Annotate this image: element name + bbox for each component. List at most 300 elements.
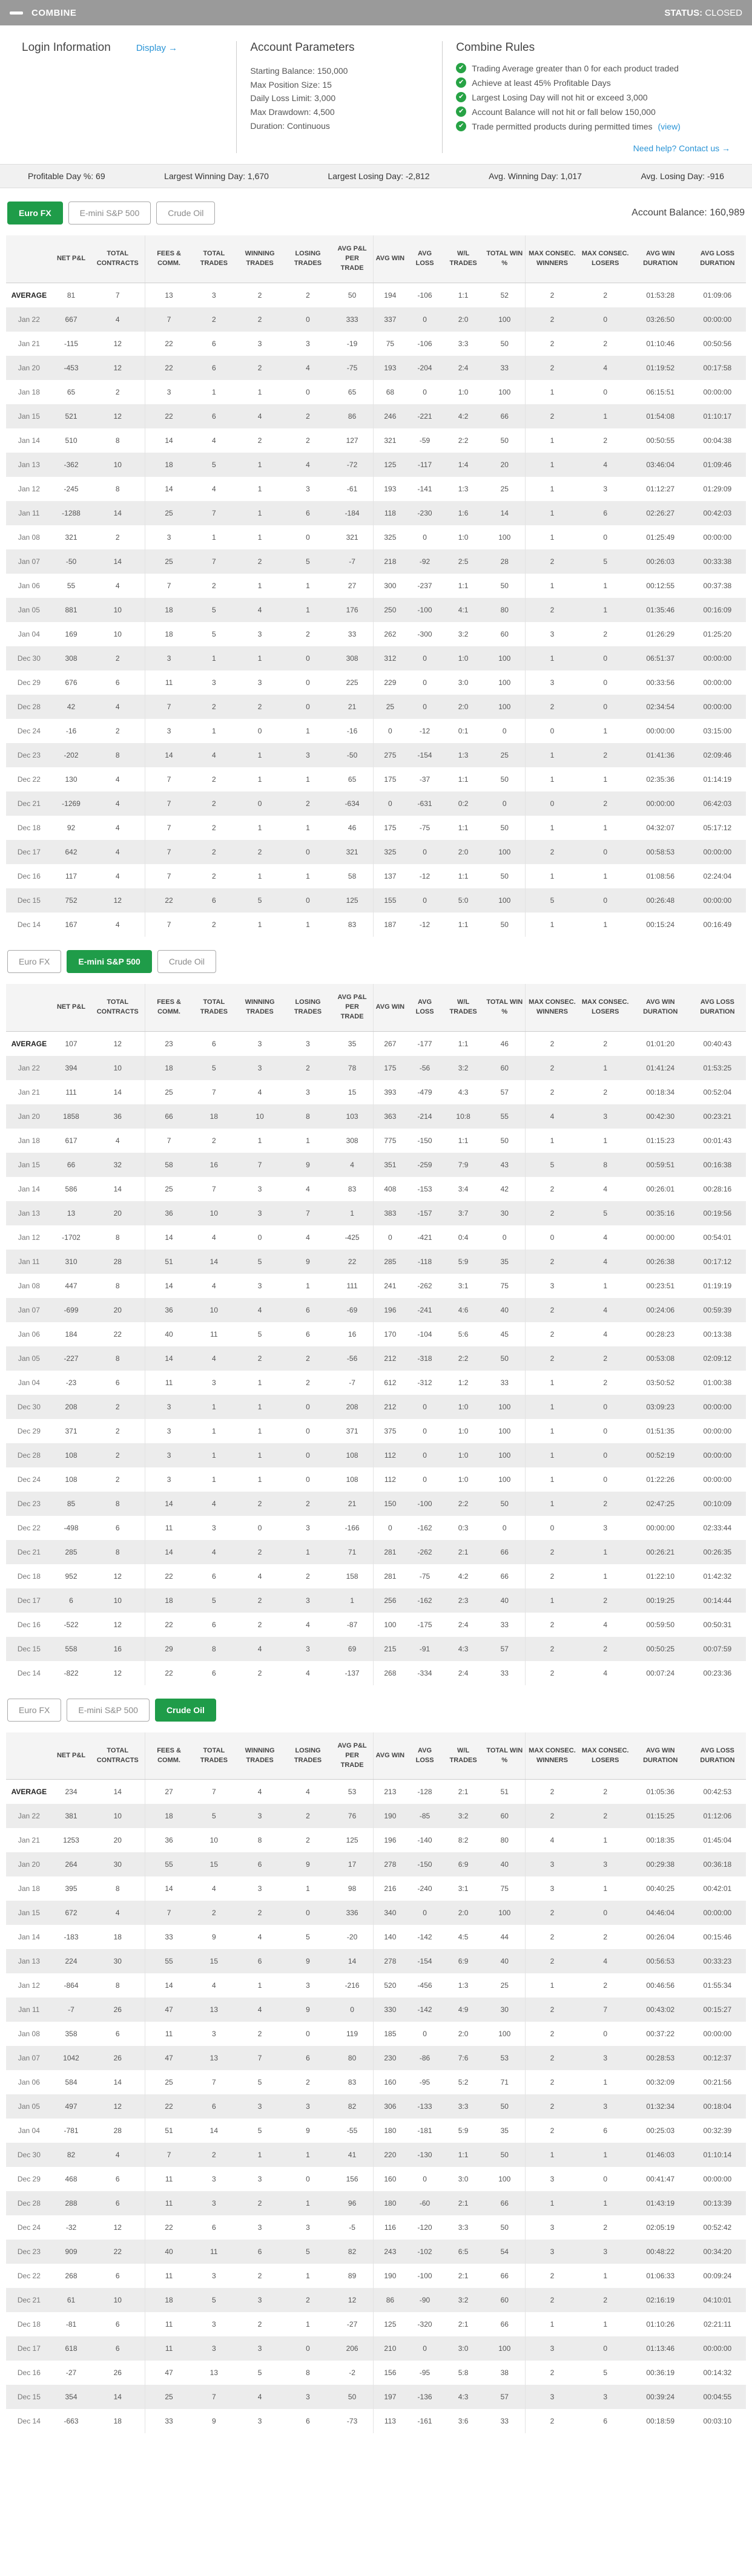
cell: 30 bbox=[113, 1860, 122, 1869]
cell: -56 bbox=[419, 1063, 430, 1072]
cell: 2 bbox=[526, 356, 579, 380]
rule-item bbox=[456, 92, 730, 102]
cell: 1 bbox=[526, 1443, 579, 1467]
cell: 3 bbox=[212, 1523, 216, 1532]
cell: 0 bbox=[423, 1909, 427, 1918]
column-header-total-contracts: TOTAL CONTRACTS bbox=[90, 984, 145, 1031]
cell: 22 bbox=[145, 356, 193, 380]
cell: 3:3 bbox=[458, 2223, 469, 2232]
cell: 2:4 bbox=[458, 1668, 469, 1677]
cell: 00:46:56 bbox=[646, 1981, 675, 1990]
cell: 3 bbox=[257, 2223, 262, 2232]
cell: 4 bbox=[115, 871, 120, 880]
tab-e-mini-s-p-500[interactable]: E-mini S&P 500 bbox=[68, 202, 151, 224]
cell: -27 bbox=[346, 2320, 358, 2329]
row-label: AVERAGE bbox=[11, 1039, 47, 1048]
table-row bbox=[6, 1973, 746, 1998]
cell: 00:59:50 bbox=[646, 1620, 675, 1629]
cell: 4 bbox=[115, 1909, 120, 1918]
cell: 22 bbox=[113, 2247, 122, 2256]
cell: 2:1 bbox=[458, 1547, 469, 1556]
tab-e-mini-s-p-500[interactable]: E-mini S&P 500 bbox=[67, 1699, 150, 1722]
cell: 0 bbox=[603, 896, 608, 905]
cell: 125 bbox=[346, 1836, 358, 1845]
cell: -75 bbox=[419, 1571, 430, 1581]
cell: 14 bbox=[113, 1184, 122, 1193]
cell: 1 bbox=[526, 1467, 579, 1492]
cell: 86 bbox=[348, 411, 357, 421]
cell: 3 bbox=[526, 1852, 579, 1876]
cell: 55 bbox=[145, 1949, 193, 1973]
cell: 18 bbox=[145, 622, 193, 646]
cell: 5 bbox=[257, 896, 262, 905]
product-tabs bbox=[7, 1699, 216, 1722]
cell: 100 bbox=[498, 847, 511, 856]
cell: 216 bbox=[373, 1876, 407, 1901]
cell: 7 bbox=[212, 557, 216, 566]
tab-euro-fx[interactable]: Euro FX bbox=[7, 202, 63, 224]
cell: 2 bbox=[115, 1426, 120, 1435]
cell: 00:17:58 bbox=[703, 363, 732, 372]
cell: -150 bbox=[417, 1136, 432, 1145]
cell: 175 bbox=[373, 767, 407, 791]
cell: 308 bbox=[346, 654, 358, 663]
cell: -162 bbox=[417, 1523, 432, 1532]
cell: -50 bbox=[346, 750, 358, 759]
column-header-blank bbox=[6, 984, 52, 1031]
stat-item-avg-winning-day: Avg. Winning Day: 1,017 bbox=[489, 171, 582, 181]
cell: 7 bbox=[212, 1087, 216, 1096]
cell: 54 bbox=[500, 2247, 509, 2256]
cell: -241 bbox=[417, 1305, 432, 1314]
cell: 25 bbox=[145, 2385, 193, 2409]
cell: 2:2 bbox=[458, 436, 469, 445]
cell: 5 bbox=[212, 629, 216, 638]
cell: 3 bbox=[306, 1596, 310, 1605]
cell: 175 bbox=[373, 1056, 407, 1080]
cell: 98 bbox=[348, 1884, 357, 1893]
cell: 22 bbox=[145, 332, 193, 356]
cell: 01:25:49 bbox=[646, 533, 675, 542]
cell: 50 bbox=[500, 2151, 509, 2160]
cell: 5:9 bbox=[458, 1257, 469, 1266]
cell: 1 bbox=[526, 380, 579, 404]
cell: 00:42:30 bbox=[646, 1112, 675, 1121]
cell: 6 bbox=[212, 411, 216, 421]
row-label: Dec 17 bbox=[17, 1596, 41, 1605]
cell: 108 bbox=[65, 1450, 78, 1460]
cell: 3 bbox=[603, 1112, 608, 1121]
cell: 00:50:25 bbox=[646, 1644, 675, 1653]
cell: 2 bbox=[257, 847, 262, 856]
cell: 4 bbox=[212, 1547, 216, 1556]
cell: -161 bbox=[417, 2417, 432, 2426]
cell: 25 bbox=[145, 549, 193, 574]
cell: -1288 bbox=[62, 508, 81, 517]
cell: 2 bbox=[257, 363, 262, 372]
cell: 340 bbox=[373, 1901, 407, 1925]
tab-e-mini-s-p-500[interactable]: E-mini S&P 500 bbox=[67, 950, 151, 973]
cell: 7 bbox=[145, 767, 193, 791]
cell: 5 bbox=[212, 1063, 216, 1072]
cell: 3 bbox=[212, 2199, 216, 2208]
cell: 00:17:12 bbox=[703, 1257, 732, 1266]
cell: 8:2 bbox=[458, 1836, 469, 1845]
cell: 9 bbox=[306, 2005, 310, 2014]
cell: 0 bbox=[373, 1225, 407, 1250]
cell: 14 bbox=[145, 1540, 193, 1564]
cell: 36 bbox=[113, 1112, 122, 1121]
cell: -7 bbox=[68, 2005, 74, 2014]
cell: 1 bbox=[603, 1836, 608, 1845]
cell: 8 bbox=[115, 1981, 120, 1990]
cell: 3:1 bbox=[458, 1884, 469, 1893]
cell: -55 bbox=[346, 2126, 358, 2135]
cell: 8 bbox=[115, 1884, 120, 1893]
cell: 618 bbox=[65, 2344, 78, 2353]
cell: -106 bbox=[417, 339, 432, 348]
combine-titlebar bbox=[0, 0, 752, 25]
cell: 1042 bbox=[63, 2054, 79, 2063]
cell: 00:33:56 bbox=[646, 678, 675, 687]
row-label: Jan 08 bbox=[18, 2030, 40, 2039]
cell: 0 bbox=[423, 702, 427, 711]
column-header-total-contracts: TOTAL CONTRACTS bbox=[90, 1732, 145, 1780]
row-label: Jan 04 bbox=[18, 2126, 40, 2135]
cell: 3 bbox=[257, 1039, 262, 1048]
cell: 3:2 bbox=[458, 1812, 469, 1821]
cell: 2 bbox=[603, 1812, 608, 1821]
cell: 2 bbox=[257, 1547, 262, 1556]
cell: 25 bbox=[145, 1080, 193, 1104]
row-label: Dec 30 bbox=[17, 1402, 41, 1411]
cell: 108 bbox=[346, 1450, 358, 1460]
cell: 7 bbox=[257, 1160, 262, 1169]
cell: 3 bbox=[257, 2296, 262, 2305]
cell: 00:52:04 bbox=[703, 1087, 732, 1096]
cell: 4 bbox=[257, 1087, 262, 1096]
cell: 25 bbox=[145, 501, 193, 525]
cell: -2 bbox=[349, 2368, 355, 2378]
cell: 4 bbox=[526, 1828, 579, 1852]
cell: 4 bbox=[603, 1620, 608, 1629]
table-row bbox=[6, 913, 746, 937]
cell: 1 bbox=[306, 605, 310, 614]
cell: 103 bbox=[346, 1112, 358, 1121]
column-header-fees-comm: FEES & COMM. bbox=[145, 235, 193, 283]
cell: 3 bbox=[145, 1467, 193, 1492]
cell: 00:00:00 bbox=[703, 2344, 732, 2353]
cell: 300 bbox=[373, 574, 407, 598]
cell: 35 bbox=[500, 2126, 509, 2135]
cell: 2 bbox=[526, 1661, 579, 1685]
cell: 14 bbox=[145, 477, 193, 501]
cell: 10 bbox=[113, 1812, 122, 1821]
cell: 0 bbox=[423, 387, 427, 396]
table-row bbox=[6, 743, 746, 767]
cell: 7 bbox=[145, 574, 193, 598]
cell: 00:37:22 bbox=[646, 2030, 675, 2039]
cell: 14 bbox=[113, 1788, 122, 1797]
cell: 497 bbox=[65, 2102, 78, 2111]
table-row bbox=[6, 453, 746, 477]
tab-euro-fx[interactable]: Euro FX bbox=[7, 1699, 61, 1722]
cell: 3 bbox=[526, 2336, 579, 2361]
cell: 2 bbox=[526, 1804, 579, 1828]
table-row bbox=[6, 307, 746, 332]
cell: 3 bbox=[212, 678, 216, 687]
table-row bbox=[6, 2361, 746, 2385]
cell: 371 bbox=[346, 1426, 358, 1435]
cell: -7 bbox=[349, 557, 355, 566]
cell: 6 bbox=[306, 2417, 310, 2426]
account-balance bbox=[632, 208, 745, 218]
cell: 7 bbox=[603, 2005, 608, 2014]
cell: 00:52:42 bbox=[703, 2223, 732, 2232]
cell: 40 bbox=[145, 1322, 193, 1346]
check-icon: ✔ bbox=[456, 77, 466, 88]
cell: -37 bbox=[419, 775, 430, 784]
column-header-total-contracts: TOTAL CONTRACTS bbox=[90, 235, 145, 283]
row-label: Dec 22 bbox=[17, 1523, 41, 1532]
cell: 212 bbox=[373, 1395, 407, 1419]
tab-crude-oil[interactable]: Crude Oil bbox=[157, 950, 216, 973]
cell: 160 bbox=[373, 2167, 407, 2191]
cell: 6 bbox=[257, 1860, 262, 1869]
collapse-icon[interactable] bbox=[10, 11, 23, 15]
cell: 00:53:08 bbox=[646, 1354, 675, 1363]
cell: 4 bbox=[306, 1233, 310, 1242]
cell: 5 bbox=[212, 1596, 216, 1605]
cell: -27 bbox=[65, 2368, 77, 2378]
cell: 2 bbox=[526, 1298, 579, 1322]
cell: 0 bbox=[603, 315, 608, 324]
cell: 25 bbox=[145, 2070, 193, 2094]
cell: 00:00:00 bbox=[646, 1523, 675, 1532]
product-tabs bbox=[7, 950, 216, 973]
cell: 01:53:28 bbox=[646, 290, 675, 300]
cell: 53 bbox=[348, 1788, 357, 1797]
cell: 4 bbox=[603, 1257, 608, 1266]
cell: 3 bbox=[212, 2344, 216, 2353]
view-link[interactable]: (view) bbox=[658, 121, 681, 131]
cell: 447 bbox=[65, 1281, 78, 1290]
rule-text: Account Balance will not hit or fall below 150,000 bbox=[472, 107, 656, 117]
cell: 6 bbox=[212, 1668, 216, 1677]
cell: 2 bbox=[306, 1499, 310, 1508]
cell: 2 bbox=[526, 1925, 579, 1949]
cell: 02:35:36 bbox=[646, 775, 675, 784]
cell: 12 bbox=[113, 1571, 122, 1581]
cell: 3 bbox=[145, 1395, 193, 1419]
cell: 4 bbox=[257, 605, 262, 614]
cell: 18 bbox=[145, 453, 193, 477]
cell: 6 bbox=[115, 2344, 120, 2353]
cell: 3 bbox=[257, 1208, 262, 1218]
cell: 1 bbox=[526, 864, 579, 888]
cell: 00:35:16 bbox=[646, 1208, 675, 1218]
table-row bbox=[6, 2409, 746, 2433]
table-row bbox=[6, 1177, 746, 1201]
cell: 127 bbox=[346, 436, 358, 445]
cell: 9 bbox=[306, 1860, 310, 1869]
cell: 02:26:27 bbox=[646, 508, 675, 517]
cell: -141 bbox=[417, 484, 432, 493]
cell: -663 bbox=[64, 2417, 79, 2426]
tab-crude-oil[interactable]: Crude Oil bbox=[155, 1699, 216, 1722]
cell: -822 bbox=[64, 1668, 79, 1677]
cell: 10:8 bbox=[456, 1112, 470, 1121]
cell: 25 bbox=[500, 1981, 509, 1990]
cell: 02:09:46 bbox=[703, 750, 732, 759]
table-row bbox=[6, 1780, 746, 1804]
stat-item-avg-losing-day: Avg. Losing Day: -916 bbox=[641, 171, 724, 181]
cell: 2 bbox=[306, 1812, 310, 1821]
cell: 0 bbox=[603, 2344, 608, 2353]
cell: 2 bbox=[212, 775, 216, 784]
cell: 7 bbox=[145, 307, 193, 332]
cell: 3 bbox=[212, 2030, 216, 2039]
column-header-max-consec-winners: MAX CONSEC. WINNERS bbox=[526, 235, 579, 283]
cell: 2 bbox=[115, 1402, 120, 1411]
stat-item-largest-losing-day: Largest Losing Day: -2,812 bbox=[328, 171, 430, 181]
cell: -498 bbox=[64, 1523, 79, 1532]
cell: 0 bbox=[373, 791, 407, 816]
cell: -69 bbox=[346, 1305, 358, 1314]
cell: 22 bbox=[145, 1564, 193, 1588]
cell: 9 bbox=[306, 1957, 310, 1966]
cell: 02:16:19 bbox=[646, 2296, 675, 2305]
cell: 3:2 bbox=[458, 629, 469, 638]
contact-us-link[interactable]: Need help? Contact us → bbox=[633, 143, 730, 153]
cell: 00:00:00 bbox=[703, 847, 732, 856]
cell: 5 bbox=[212, 460, 216, 469]
column-header-avg-win-duration: AVG WIN DURATION bbox=[632, 984, 689, 1031]
cell: 0 bbox=[306, 1402, 310, 1411]
cell: 4 bbox=[526, 1104, 579, 1129]
cell: 22 bbox=[145, 1661, 193, 1685]
table-row bbox=[6, 2119, 746, 2143]
cell: -75 bbox=[346, 363, 358, 372]
cell: 0 bbox=[603, 1450, 608, 1460]
row-label: Dec 15 bbox=[17, 1644, 41, 1653]
cell: 18 bbox=[113, 1933, 122, 1942]
cell: 2 bbox=[115, 726, 120, 735]
cell: 53 bbox=[500, 2054, 509, 2063]
cell: 75 bbox=[500, 1884, 509, 1893]
cell: 18 bbox=[145, 2288, 193, 2312]
cell: 0 bbox=[306, 1426, 310, 1435]
row-label: Jan 22 bbox=[18, 1812, 40, 1821]
cell: 0 bbox=[603, 702, 608, 711]
cell: -162 bbox=[417, 1596, 432, 1605]
column-header-fees-comm: FEES & COMM. bbox=[145, 984, 193, 1031]
cell: 4 bbox=[603, 1957, 608, 1966]
cell: 1 bbox=[257, 1426, 262, 1435]
cell: -259 bbox=[417, 1160, 432, 1169]
cell: 256 bbox=[373, 1588, 407, 1613]
row-label: Jan 22 bbox=[18, 1063, 40, 1072]
cell: 6 bbox=[115, 1378, 120, 1387]
cell: 3 bbox=[145, 646, 193, 670]
table-header-row bbox=[6, 984, 746, 1031]
column-header-w-l-trades: W/L TRADES bbox=[443, 1732, 484, 1780]
cell: 1 bbox=[257, 775, 262, 784]
cell: 215 bbox=[373, 1637, 407, 1661]
cell: 00:00:00 bbox=[703, 2175, 732, 2184]
cell: 2 bbox=[603, 1981, 608, 1990]
cell: 50 bbox=[500, 436, 509, 445]
tab-crude-oil[interactable]: Crude Oil bbox=[156, 202, 215, 224]
cell: -150 bbox=[417, 1860, 432, 1869]
cell: 01:25:20 bbox=[703, 629, 732, 638]
cell: 2 bbox=[306, 1836, 310, 1845]
cell: 7 bbox=[145, 695, 193, 719]
cell: 00:40:43 bbox=[703, 1039, 732, 1048]
cell: 1 bbox=[257, 750, 262, 759]
cell: 3 bbox=[306, 1087, 310, 1096]
cell: 66 bbox=[500, 1547, 509, 1556]
column-header-fees-comm: FEES & COMM. bbox=[145, 1732, 193, 1780]
cell: 1 bbox=[526, 2143, 579, 2167]
cell: 00:00:00 bbox=[703, 533, 732, 542]
cell: 2 bbox=[257, 702, 262, 711]
cell: 363 bbox=[373, 1104, 407, 1129]
cell: 20 bbox=[500, 460, 509, 469]
cell: 351 bbox=[373, 1153, 407, 1177]
cell: 01:29:09 bbox=[703, 484, 732, 493]
cell: 4:3 bbox=[458, 1644, 469, 1653]
cell: 14 bbox=[145, 428, 193, 453]
cell: 2 bbox=[257, 1668, 262, 1677]
cell: 4 bbox=[257, 411, 262, 421]
cell: 4 bbox=[603, 1668, 608, 1677]
cell: 14 bbox=[145, 743, 193, 767]
tab-euro-fx[interactable]: Euro FX bbox=[7, 950, 61, 973]
cell: 2:3 bbox=[458, 1596, 469, 1605]
cell: 0 bbox=[257, 799, 262, 808]
cell: 35 bbox=[348, 1039, 357, 1048]
cell: 2:4 bbox=[458, 363, 469, 372]
cell: 2:0 bbox=[458, 315, 469, 324]
cell: 22 bbox=[113, 1329, 122, 1339]
cell: -7 bbox=[349, 1378, 355, 1387]
cell: -106 bbox=[417, 290, 432, 300]
cell: 6 bbox=[212, 1571, 216, 1581]
cell: 0 bbox=[257, 726, 262, 735]
cell: 15 bbox=[348, 1087, 357, 1096]
display-link[interactable]: Display → bbox=[136, 43, 178, 53]
cell: 3:0 bbox=[458, 2344, 469, 2353]
cell: 5 bbox=[306, 2247, 310, 2256]
daily-stats-table-emini-sp500 bbox=[6, 984, 746, 1685]
cell: 00:33:38 bbox=[703, 557, 732, 566]
cell: 0 bbox=[306, 678, 310, 687]
cell: 4 bbox=[115, 315, 120, 324]
cell: 6 bbox=[115, 2030, 120, 2039]
cell: -140 bbox=[417, 1836, 432, 1845]
cell: 10 bbox=[209, 1208, 219, 1218]
cell: -425 bbox=[345, 1233, 360, 1242]
cell: -479 bbox=[417, 1087, 432, 1096]
cell: 4 bbox=[257, 2005, 262, 2014]
cell: 01:05:36 bbox=[646, 1788, 675, 1797]
cell: 33 bbox=[500, 2417, 509, 2426]
cell: 4 bbox=[306, 1184, 310, 1193]
cell: 01:53:25 bbox=[703, 1063, 732, 1072]
cell: 617 bbox=[65, 1136, 78, 1145]
cell: 1 bbox=[306, 581, 310, 590]
